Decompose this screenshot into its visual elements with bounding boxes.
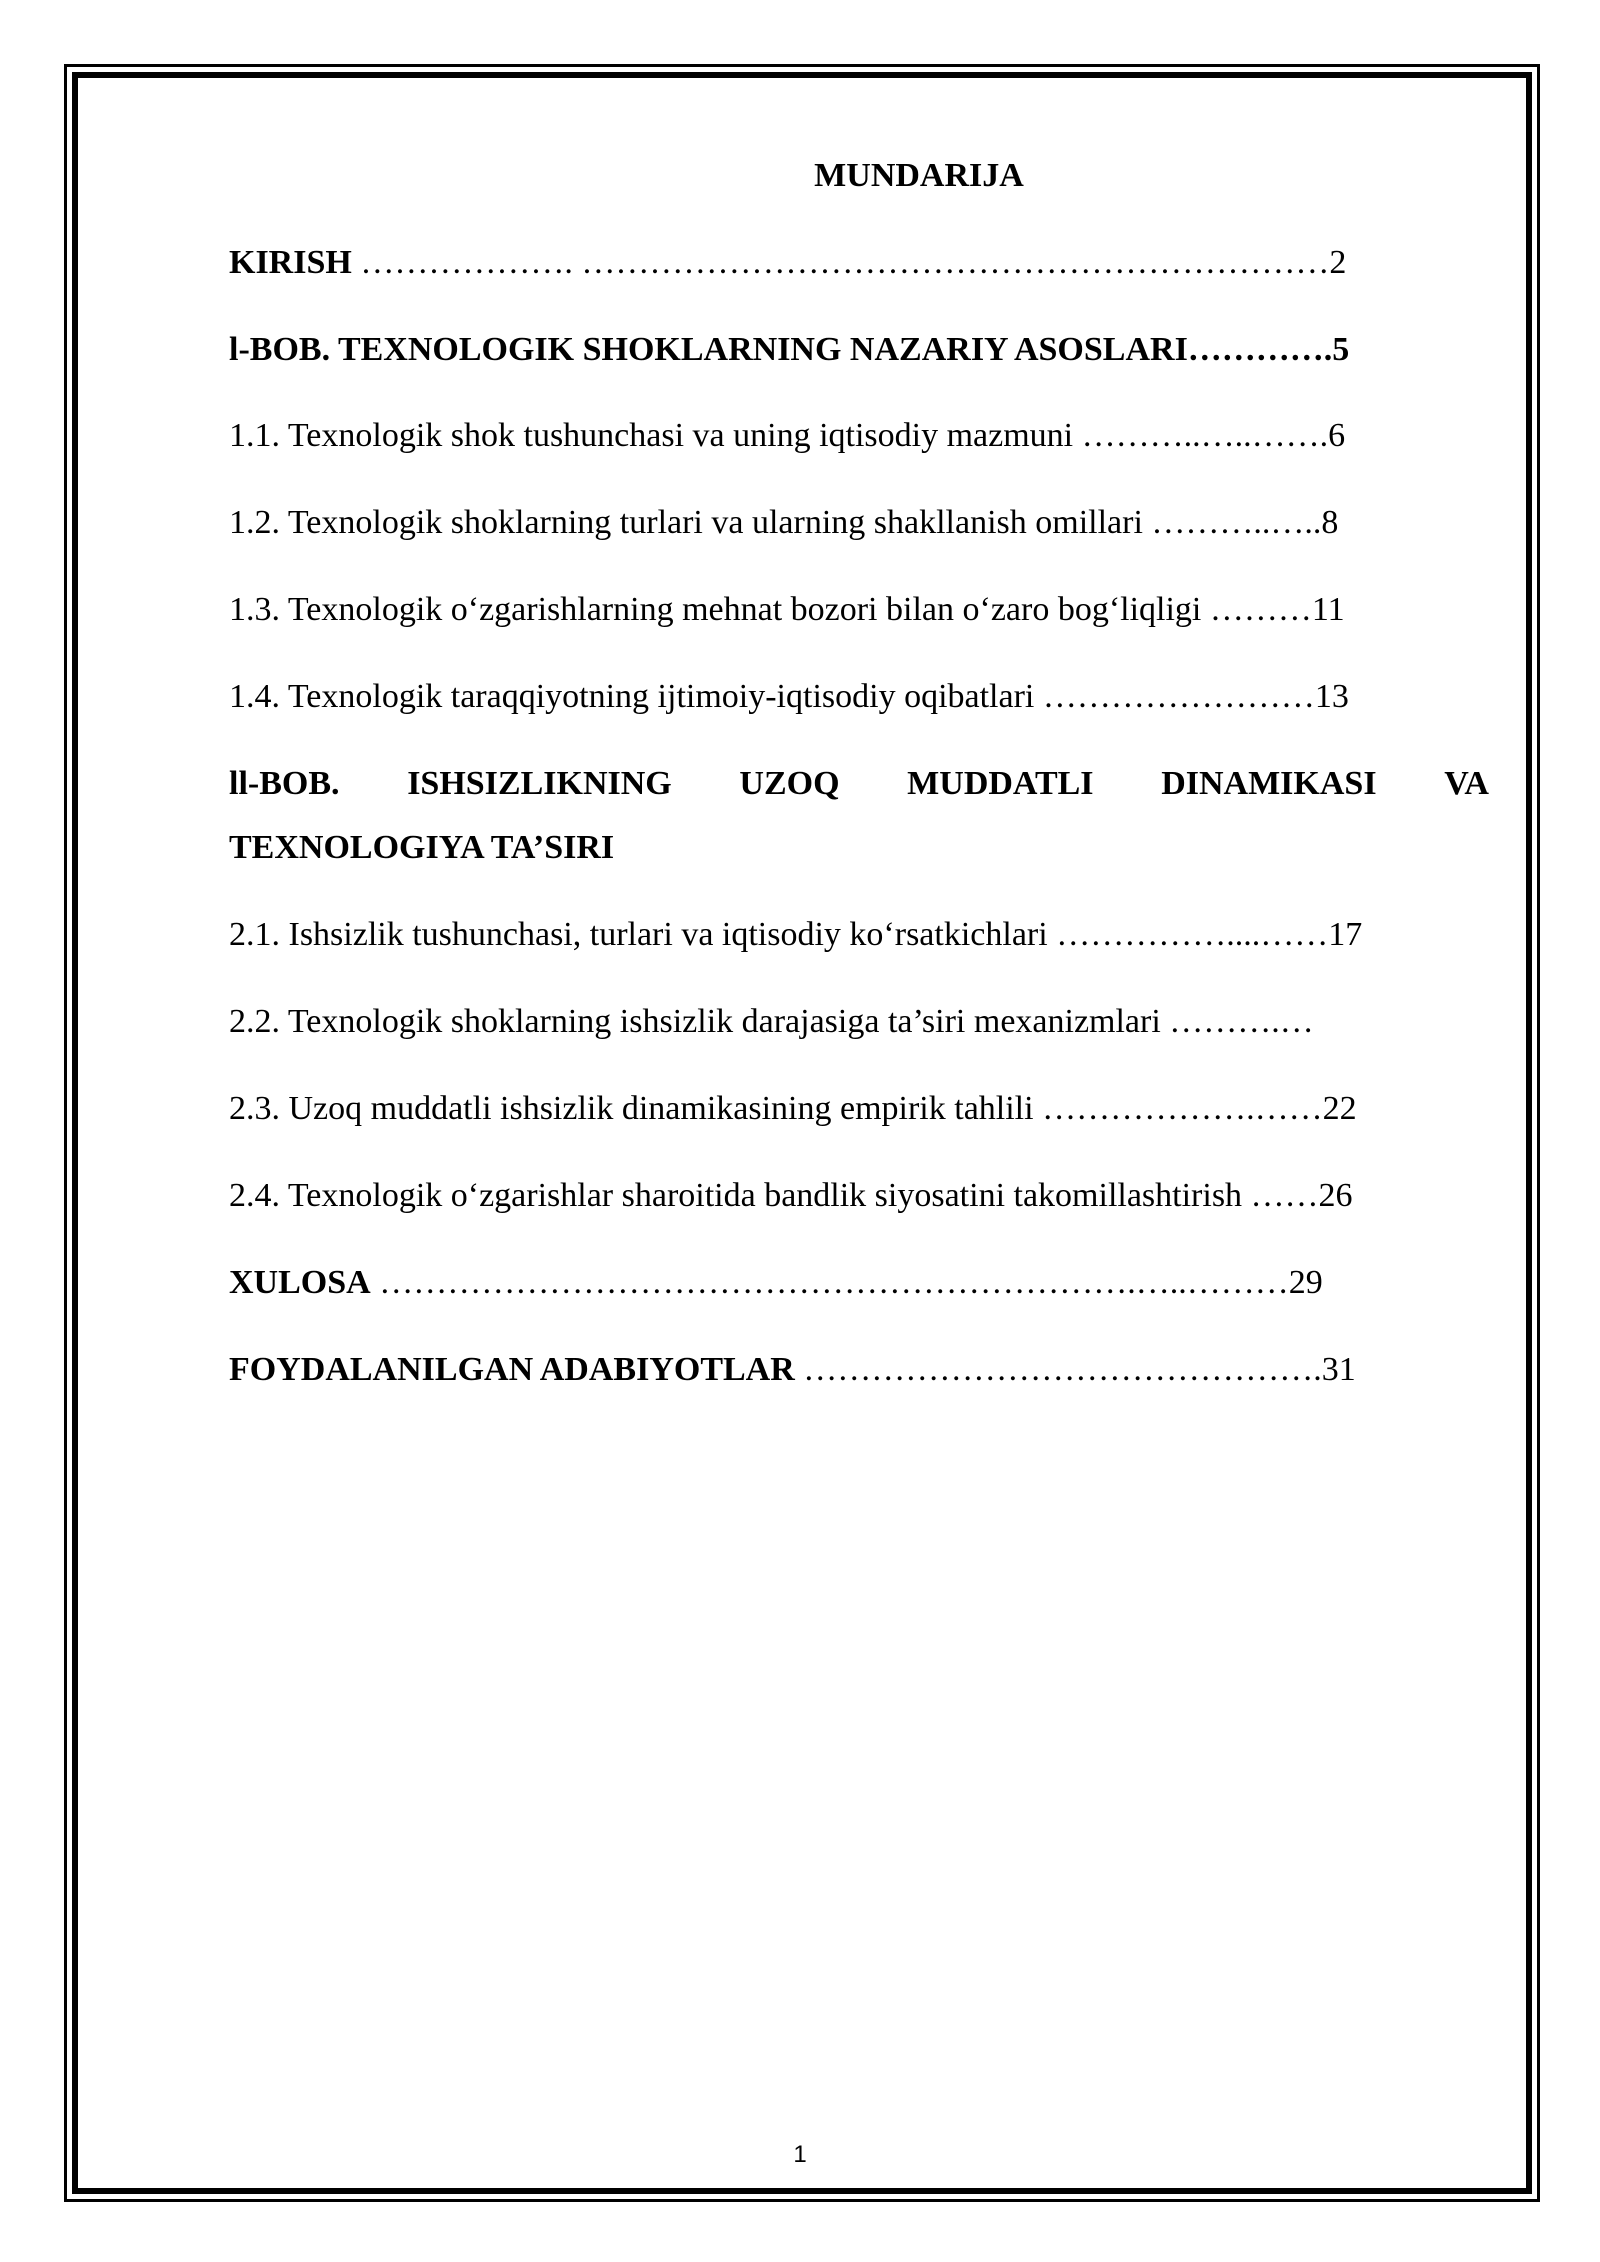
toc-entry-xulosa[interactable] [229, 1261, 1323, 1305]
toc-entry-leader: ……………………………………….31 [794, 1351, 1356, 1388]
toc-entry-chapter-1[interactable]: l-BOB. TEXNOLOGIK SHOKLARNING NAZARIY ASOSLARI………….5 [229, 331, 1350, 368]
chapter-2-word: MUDDATLI [907, 765, 1094, 802]
toc-entry-2-4[interactable]: 2.4. Texnologik o‘zgarishlar sharoitida bandlik siyosatini takomillashtirish ……26 [229, 1177, 1353, 1214]
chapter-2-word: ISHSIZLIKNING [407, 765, 672, 802]
toc-entry-leader: ………………………………………………………….…..………29 [370, 1264, 1323, 1301]
toc-entry-label: FOYDALANILGAN ADABIYOTLAR [229, 1351, 795, 1388]
page-title: MUNDARIJA [814, 157, 1024, 194]
toc-entry-kirish[interactable] [229, 241, 1346, 285]
chapter-2-word: DINAMIKASI [1161, 765, 1377, 802]
toc-entry-label: XULOSA [229, 1264, 371, 1301]
toc-entry-1-1[interactable]: 1.1. Texnologik shok tushunchasi va uning iqtisodiy mazmuni ………..…..…….6 [229, 417, 1346, 454]
toc-entry-1-3[interactable]: 1.3. Texnologik o‘zgarishlarning mehnat bozori bilan o‘zaro bog‘liqligi ………11 [229, 591, 1345, 628]
toc-entry-label: KIRISH [229, 244, 352, 281]
page-border-inner [72, 72, 1532, 2194]
chapter-2-word: VA [1444, 765, 1489, 802]
toc-entry-adabiyotlar[interactable] [229, 1348, 1356, 1392]
toc-entry-leader: ………………. …………………………………………………………2 [351, 244, 1347, 281]
toc-entry-chapter-2-line1[interactable] [229, 762, 1489, 806]
toc-entry-chapter-2-line2[interactable]: TEXNOLOGIYA TA’SIRI [229, 829, 615, 866]
toc-entry-2-1[interactable]: 2.1. Ishsizlik tushunchasi, turlari va iqtisodiy ko‘rsatkichlari ……………....……17 [229, 916, 1363, 953]
toc-entry-1-2[interactable]: 1.2. Texnologik shoklarning turlari va ularning shakllanish omillari ………..…..8 [229, 504, 1339, 541]
chapter-2-word: ll-BOB. [229, 765, 340, 802]
toc-entry-2-3[interactable]: 2.3. Uzoq muddatli ishsizlik dinamikasining empirik tahlili ……………….……22 [229, 1090, 1357, 1127]
page-number: 1 [793, 2141, 807, 2168]
chapter-2-word: UZOQ [739, 765, 840, 802]
toc-entry-1-4[interactable]: 1.4. Texnologik taraqqiyotning ijtimoiy-iqtisodiy oqibatlari ……………………13 [229, 678, 1349, 715]
toc-entry-2-2[interactable]: 2.2. Texnologik shoklarning ishsizlik darajasiga ta’siri mexanizmlari ……….… [229, 1003, 1314, 1040]
